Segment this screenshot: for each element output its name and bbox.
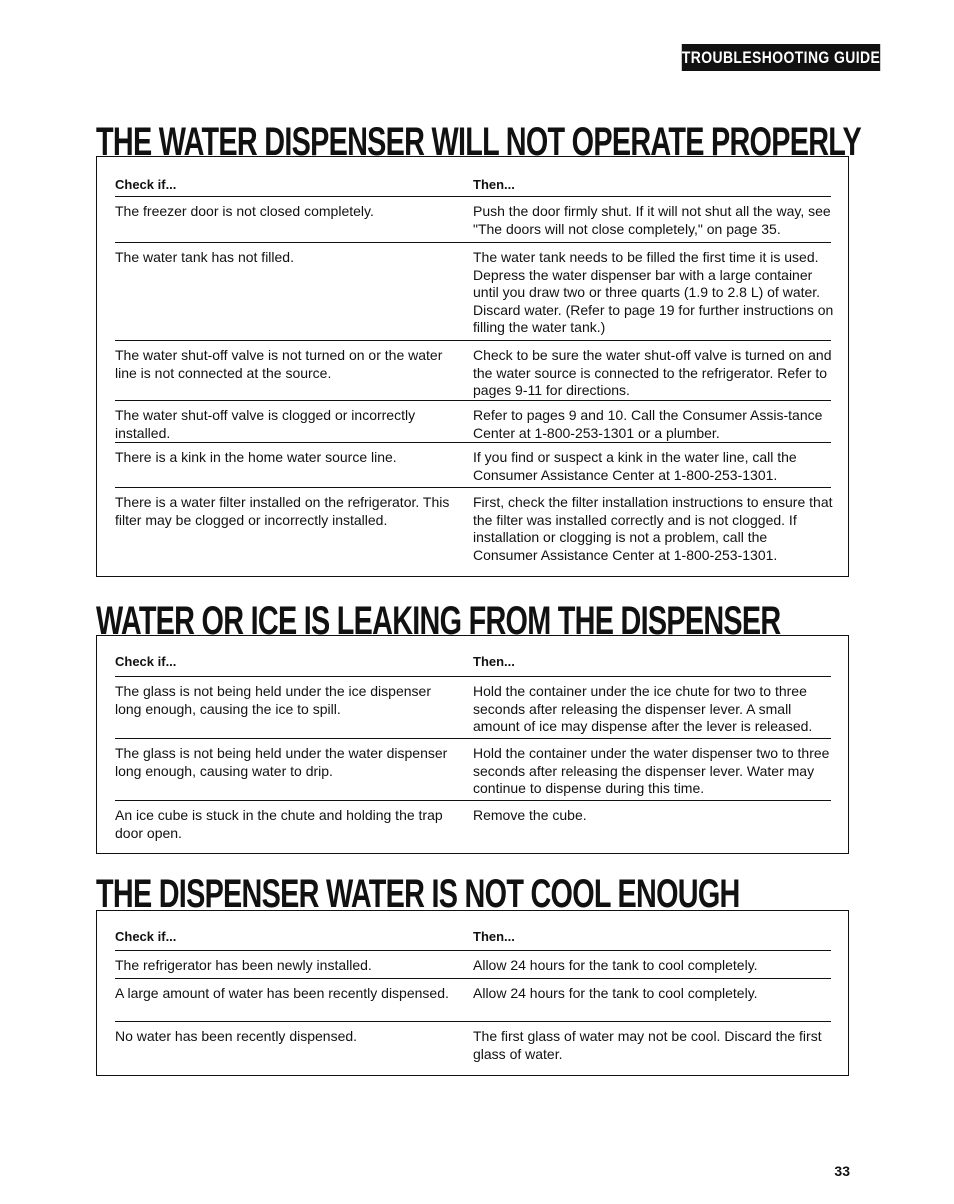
- check-cell: The water shut-off valve is not turned on or the water line is not connected at the source.: [115, 347, 443, 381]
- then-cell: First, check the filter installation instructions to ensure that the filter was installed correctly and is not clogged. If installation or clogging is not a problem, call the Consumer Assistance Center at 1-800-253-1301.: [473, 494, 833, 563]
- page-number: 33: [834, 1163, 850, 1179]
- table-row: [115, 978, 831, 1021]
- check-cell: There is a water filter installed on the refrigerator. This filter may be clogged or incorrectly installed.: [115, 494, 450, 528]
- then-cell: The water tank needs to be filled the first time it is used. Depress the water dispenser bar with a large container until you draw two or three quarts (1.9 to 2.8 L) of water. Discard water. (Refer to page 19 for further instructions on filling the water tank.): [473, 249, 834, 335]
- table-row: [115, 487, 831, 572]
- then-cell: Check to be sure the water shut-off valve is turned on and the water source is connected to the refrigerator. Refer to pages 9-11 for directions.: [473, 347, 832, 398]
- table-row: [115, 800, 831, 850]
- then-cell: Refer to pages 9 and 10. Call the Consumer Assis-tance Center at 1-800-253-1301 or a plumber.: [473, 407, 823, 441]
- table-row: [115, 950, 831, 978]
- troubleshooting-table-water-not-cool: [96, 910, 849, 1076]
- column-header-then: Then...: [473, 177, 515, 192]
- check-cell: The water tank has not filled.: [115, 249, 294, 265]
- section-title-water-not-cool: THE DISPENSER WATER IS NOT COOL ENOUGH: [96, 872, 740, 916]
- check-cell: The freezer door is not closed completely.: [115, 203, 374, 219]
- table-row: [115, 738, 831, 800]
- then-cell: Push the door firmly shut. If it will not shut all the way, see "The doors will not close completely," on page 35.: [473, 203, 831, 237]
- then-cell: Allow 24 hours for the tank to cool completely.: [473, 985, 758, 1001]
- then-cell: If you find or suspect a kink in the water line, call the Consumer Assistance Center at 1-800-253-1301.: [473, 449, 797, 483]
- check-cell: The refrigerator has been newly installed.: [115, 957, 372, 973]
- table-row: [115, 340, 831, 400]
- check-cell: An ice cube is stuck in the chute and holding the trap door open.: [115, 807, 443, 841]
- check-cell: The glass is not being held under the water dispenser long enough, causing water to drip.: [115, 745, 448, 779]
- column-header-then: Then...: [473, 654, 515, 669]
- then-cell: Allow 24 hours for the tank to cool completely.: [473, 957, 758, 973]
- table-row: [115, 400, 831, 442]
- section-title-dispenser-not-operating: THE WATER DISPENSER WILL NOT OPERATE PROPERLY: [96, 120, 862, 164]
- table-row: [115, 1021, 831, 1071]
- check-cell: The water shut-off valve is clogged or incorrectly installed.: [115, 407, 416, 441]
- table-row: [115, 242, 834, 340]
- check-cell: No water has been recently dispensed.: [115, 1028, 358, 1044]
- troubleshooting-table-leaking-dispenser: [96, 635, 849, 854]
- table-row: [115, 442, 831, 487]
- then-cell: Hold the container under the water dispenser two to three seconds after releasing the dispenser lever. Water may continue to dispense during this time.: [473, 745, 830, 796]
- check-cell: A large amount of water has been recently dispensed.: [115, 985, 449, 1001]
- table-row: [115, 196, 831, 242]
- troubleshooting-table-dispenser-not-operating: [96, 156, 849, 577]
- column-header-check: Check if...: [115, 177, 177, 192]
- section-tab-label: TROUBLESHOOTING GUIDE: [682, 44, 880, 71]
- check-cell: There is a kink in the home water source line.: [115, 449, 397, 465]
- section-title-leaking-dispenser: WATER OR ICE IS LEAKING FROM THE DISPENSER: [96, 599, 781, 643]
- then-cell: The first glass of water may not be cool. Discard the first glass of water.: [473, 1028, 822, 1062]
- then-cell: Hold the container under the ice chute for two to three seconds after releasing the dispenser lever. A small amount of ice may dispense after the lever is released.: [473, 683, 813, 734]
- column-header-check: Check if...: [115, 654, 177, 669]
- then-cell: Remove the cube.: [473, 807, 587, 823]
- table-row: [115, 676, 831, 738]
- column-header-then: Then...: [473, 929, 515, 944]
- column-header-check: Check if...: [115, 929, 177, 944]
- check-cell: The glass is not being held under the ice dispenser long enough, causing the ice to spill.: [115, 683, 431, 717]
